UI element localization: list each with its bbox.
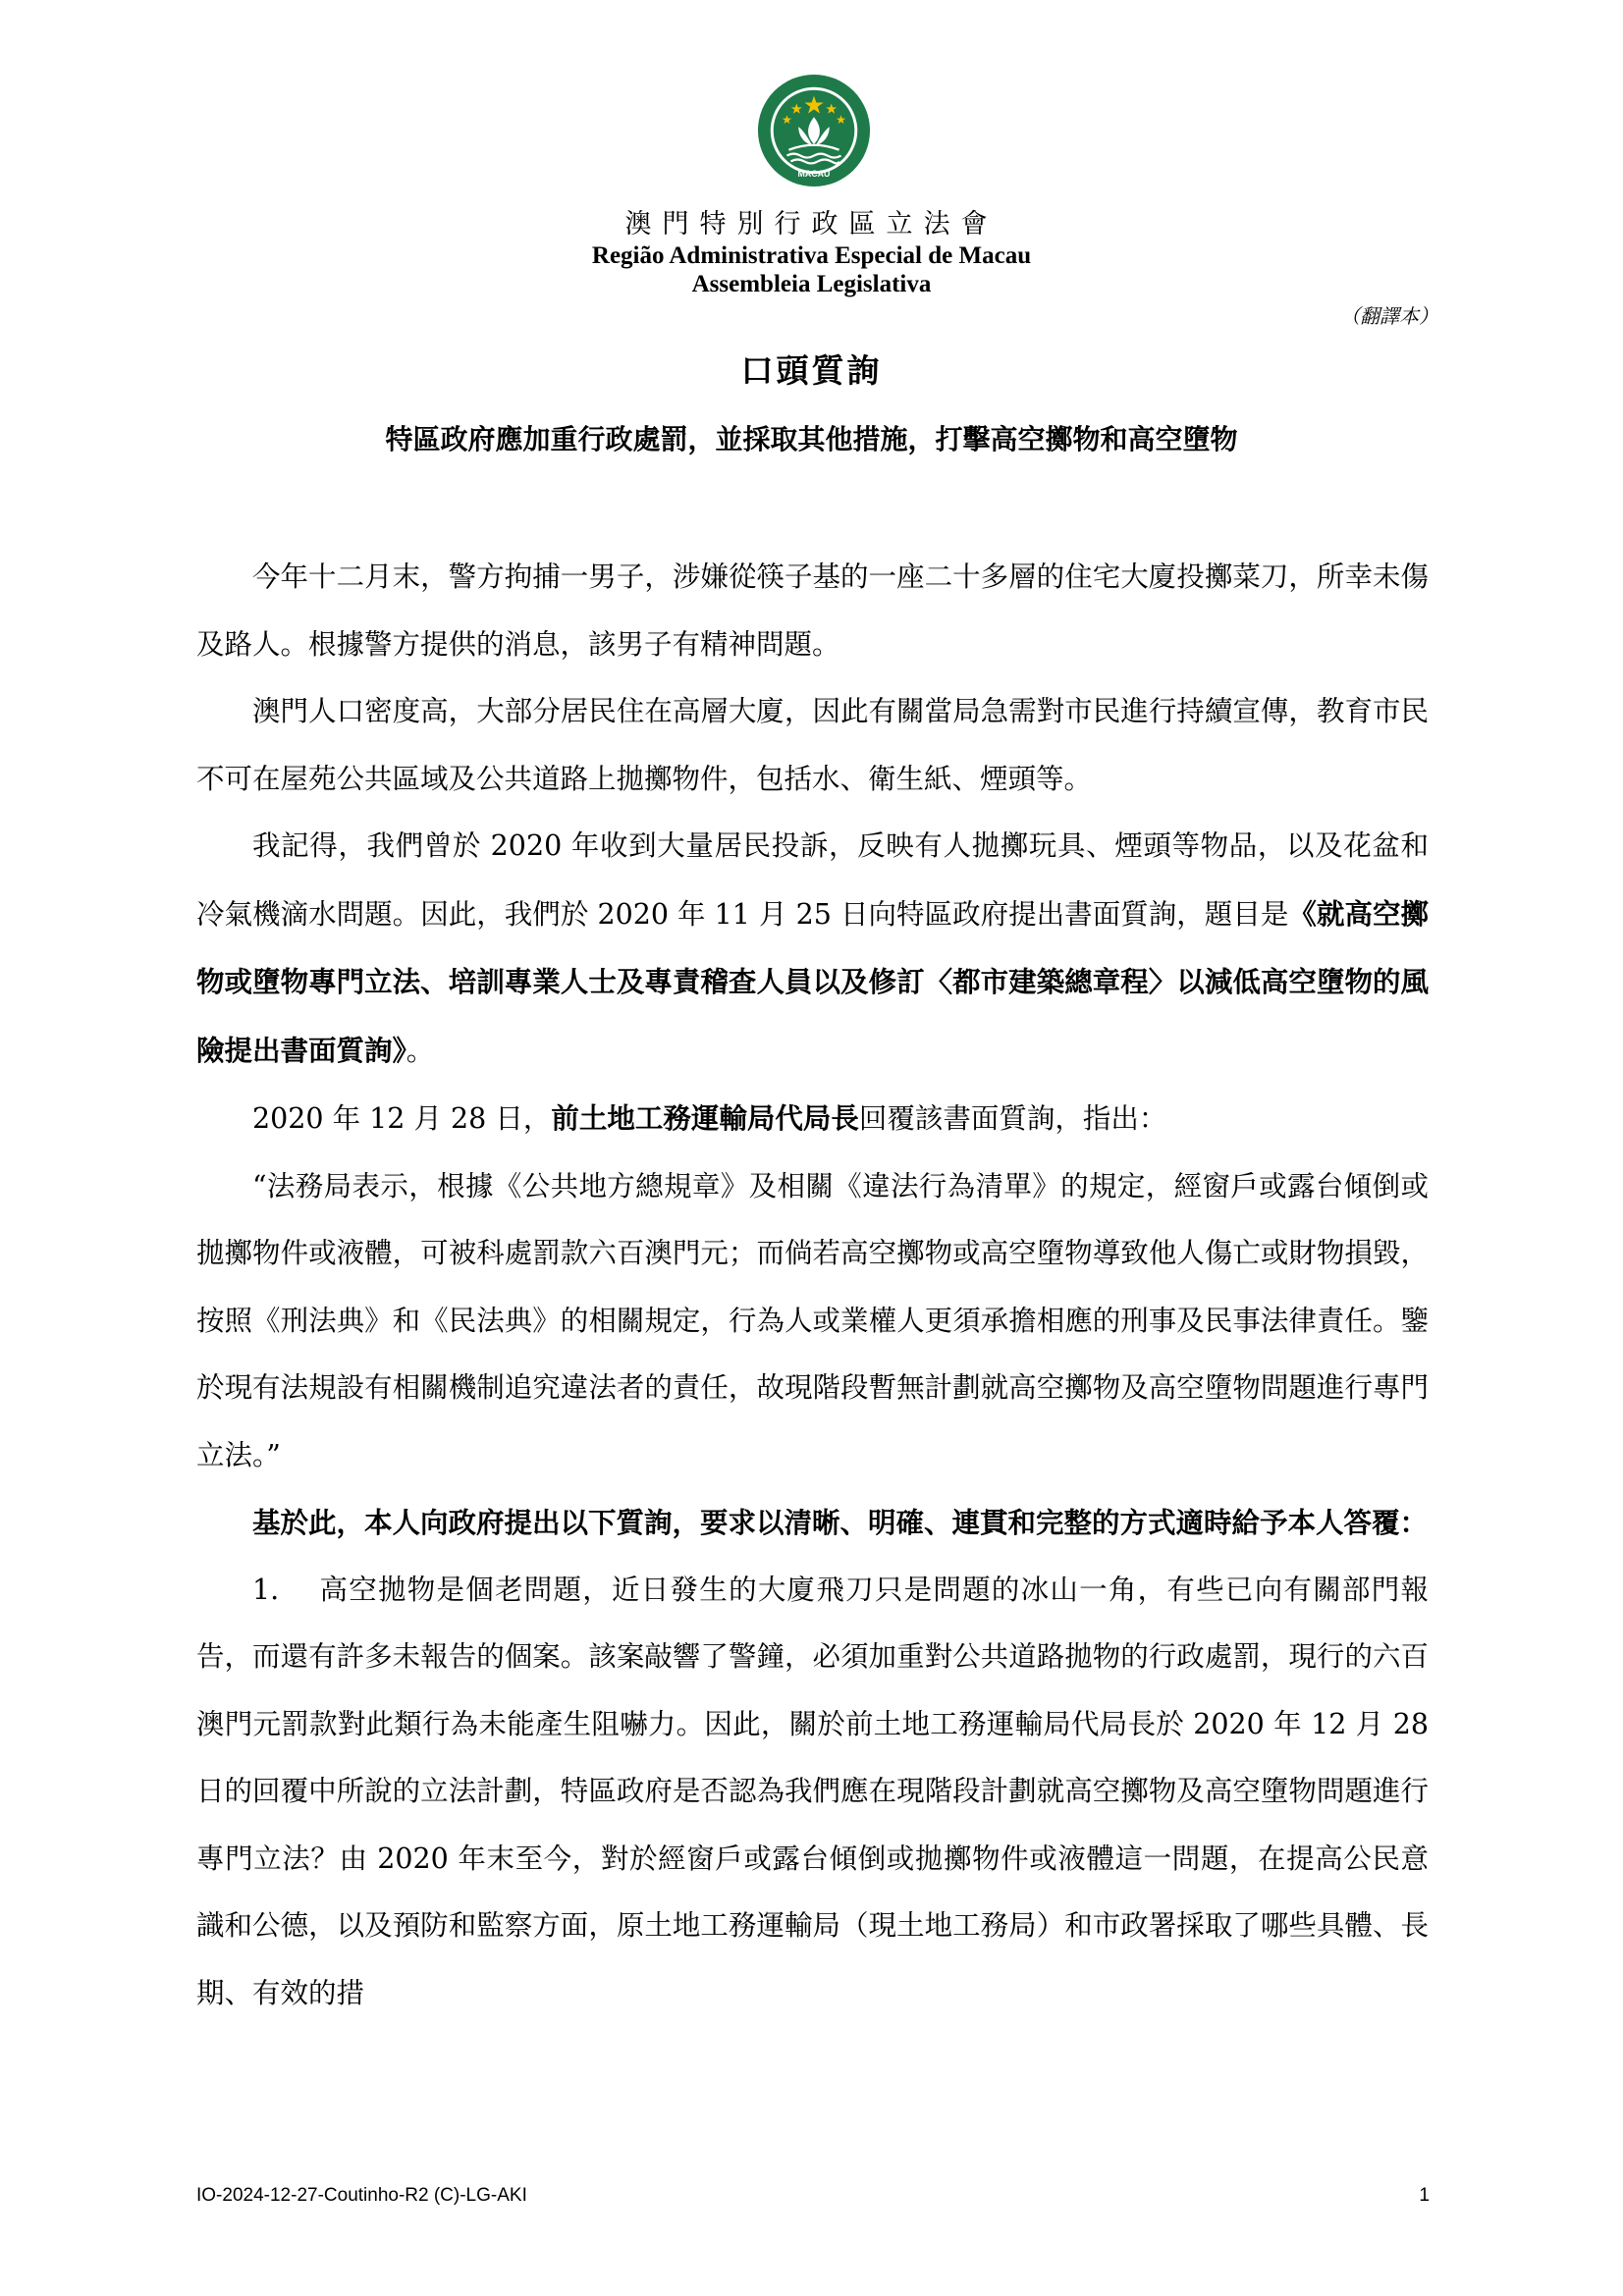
document-reference: IO-2024-12-27-Coutinho-R2 (C)-LG-AKI <box>196 2185 527 2206</box>
question-1-text: 高空拋物是個老問題，近日發生的大廈飛刀只是問題的冰山一角，有些已向有關部門報告，而還有許多未報告的個案。該案敲響了警鐘，必須加重對公共道路拋物的行政處罰，現行的六百澳門元罰款對此類行為未能產生阻嚇力。因此，關於前土地工務運輸局代局長於 2020 年 12 月 28 日的回覆中所說的立法計劃，特區政府是否認為我們應在現階段計劃就高空擲物及高空墮物問題進行專門立法？由 2020 年末至今，對於經窗戶或露台傾倒或拋擲物件或液體這一問題，在提高公民意識和公德，以及預防和監察方面，原土地工務運輸局（現土地工務局）和市政署採取了哪些具體、長期、有效的措 <box>196 1573 1429 2009</box>
paragraph-4-end: 回覆該書面質詢，指出： <box>858 1102 1167 1135</box>
paragraph-3 <box>196 813 1429 1085</box>
reply-author: 前土地工務運輸局代局長 <box>551 1101 859 1135</box>
written-inquiry-title: 《就高空擲物或墮物專門立法、培訓專業人士及專責稽查人員以及修訂〈都市建築總章程〉以減低高空墮物的風險提出書面質詢》 <box>196 896 1429 1067</box>
inquiry-intro: 基於此，本人向政府提出以下質詢，要求以清晰、明確、連貫和完整的方式適時給予本人答覆： <box>252 1506 1429 1539</box>
page-number: 1 <box>1419 2185 1430 2206</box>
org-name-portuguese-line2: Assembleia Legislativa <box>691 271 932 297</box>
document-title: 口頭質詢 <box>740 351 883 390</box>
translation-note: （翻譯本） <box>1340 304 1438 328</box>
question-1 <box>196 1557 1429 2028</box>
svg-text:MACAU: MACAU <box>797 169 831 180</box>
document-body <box>196 544 1429 2027</box>
org-name-portuguese-line1: Região Administrativa Especial de Macau <box>591 242 1032 269</box>
macau-sar-emblem-icon <box>756 73 872 188</box>
quoted-reply: “法務局表示，根據《公共地方總規章》及相關《違法行為清單》的規定，經窗戶或露台傾倒或拋擲物件或液體，可被科處罰款六百澳門元；而倘若高空擲物或高空墮物導致他人傷亡或財物損毀，按照《刑法典》和《民法典》的相關規定，行為人或業權人更須承擔相應的刑事及民事法律責任。鑒於現有法規設有相關機制追究違法者的責任，故現階段暫無計劃就高空擲物及高空墮物問題進行專門立法。” <box>196 1169 1429 1471</box>
paragraph-2: 澳門人口密度高，大部分居民住在高層大廈，因此有關當局急需對市民進行持續宣傳，教育市民不可在屋苑公共區域及公共道路上拋擲物件，包括水、衛生紙、煙頭等。 <box>196 695 1429 795</box>
paragraph-4 <box>196 1085 1429 1153</box>
paragraph-1: 今年十二月末，警方拘捕一男子，涉嫌從筷子基的一座二十多層的住宅大廈投擲菜刀，所幸未傷及路人。根據警方提供的消息，該男子有精神問題。 <box>196 561 1429 661</box>
document-subtitle: 特區政府應加重行政處罰，並採取其他措施，打擊高空擲物和高空墮物 <box>385 423 1238 455</box>
paragraph-3-end: 。 <box>406 1034 435 1067</box>
reply-date: 2020 年 12 月 28 日， <box>252 1102 552 1135</box>
paragraph-3-text: 我記得，我們曾於 2020 年收到大量居民投訴，反映有人拋擲玩具、煙頭等物品，以及花盆和冷氣機滴水問題。因此，我們於 2020 年 11 月 25 日向特區政府提出書面質詢，題目是 <box>196 829 1429 931</box>
question-1-number: 1. <box>252 1573 280 1606</box>
org-name-chinese: 澳門特別行政區立法會 <box>624 209 999 240</box>
